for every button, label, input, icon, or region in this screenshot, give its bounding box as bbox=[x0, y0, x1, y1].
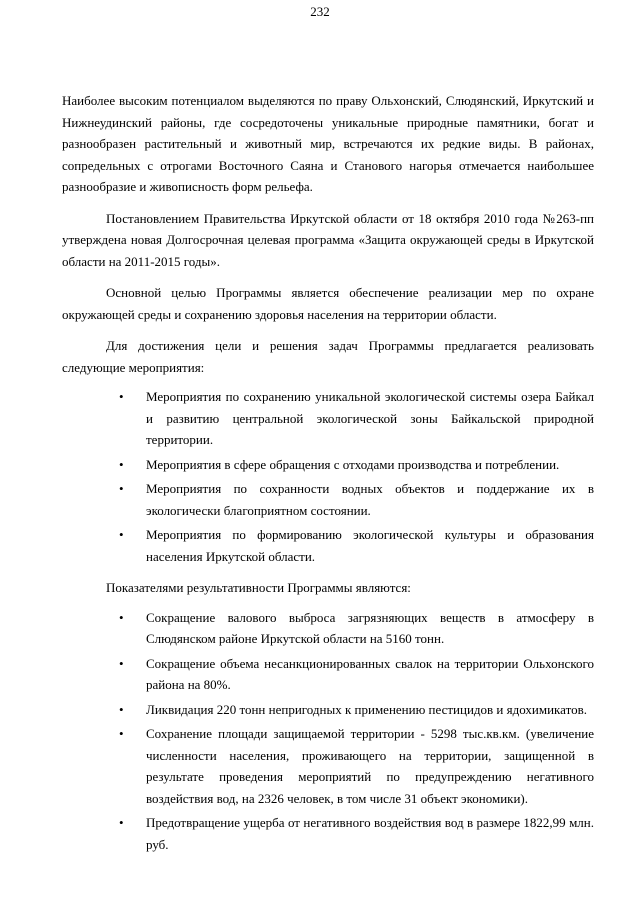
document-body bbox=[62, 90, 594, 865]
list-item bbox=[119, 723, 594, 809]
list-item bbox=[119, 699, 594, 721]
list-item-text: Мероприятия по сохранности водных объектов и поддержание их в экологически благоприятном состоянии. bbox=[146, 481, 594, 518]
page-number: 232 bbox=[310, 4, 330, 19]
list-item-text: Мероприятия по формированию экологической культуры и образования населения Иркутской области. bbox=[146, 527, 594, 564]
bullet-icon: • bbox=[119, 609, 124, 625]
list-item-text: Ликвидация 220 тонн непригодных к применению пестицидов и ядохимикатов. bbox=[146, 701, 587, 717]
list-item bbox=[119, 524, 594, 567]
paragraph-measures-intro: Для достижения цели и решения задач Программы предлагается реализовать следующие мероприятия: bbox=[62, 338, 594, 375]
bullet-icon: • bbox=[119, 527, 124, 542]
bullet-icon: • bbox=[119, 701, 124, 717]
bullet-icon: • bbox=[119, 655, 124, 671]
paragraph-program-goal: Основной целью Программы является обеспечение реализации мер по охране окружающей среды и сохранению здоровья населения на территории области. bbox=[62, 285, 594, 322]
bullet-icon: • bbox=[119, 456, 124, 472]
list-item-text: Сохранение площади защищаемой территории - 5298 тыс.кв.км. (увеличение численности населения, проживающего на территории, защищенной в результате проведения мероприятий по предупреждению негативного воздействия вод, на 2326 человек, в том числе 31 объект экономики). bbox=[146, 726, 594, 806]
list-item-text: Предотвращение ущерба от негативного воздействия вод в размере 1822,99 млн. руб. bbox=[146, 815, 594, 852]
list-item bbox=[119, 812, 594, 855]
list-item bbox=[119, 478, 594, 521]
list-item bbox=[119, 607, 594, 650]
list-item-text: Мероприятия в сфере обращения с отходами производства и потреблении. bbox=[146, 456, 560, 472]
list-item bbox=[119, 454, 594, 476]
measures-list bbox=[62, 386, 594, 567]
list-item bbox=[119, 653, 594, 696]
paragraph-regions: Наиболее высоким потенциалом выделяются по праву Ольхонский, Слюдянский, Иркутский и Нижнеудинский районы, где сосредоточены уникальные природные памятники, богат и разнообразен растительный и животный мир, встречаются их редкие виды. В районах, сопредельных с отрогами Восточного Саяна и Станового нагорья отмечается наибольшее разнообразие и живописность форм рельефа. bbox=[62, 93, 594, 194]
bullet-icon: • bbox=[119, 389, 124, 404]
bullet-icon: • bbox=[119, 726, 124, 741]
indicators-list bbox=[62, 607, 594, 856]
bullet-icon: • bbox=[119, 481, 124, 496]
paragraph-resolution: Постановлением Правительства Иркутской области от 18 октября 2010 года №263-пп утверждена новая Долгосрочная целевая программа «Защита окружающей среды в Иркутской области на 2011-2015 годы». bbox=[62, 210, 594, 269]
list-item-text: Сокращение валового выброса загрязняющих веществ в атмосферу в Слюдянском районе Иркутской области на 5160 тонн. bbox=[146, 609, 594, 646]
bullet-icon: • bbox=[119, 815, 124, 830]
paragraph-indicators-intro: Показателями результативности Программы являются: bbox=[106, 580, 411, 595]
list-item-text: Сокращение объема несанкционированных свалок на территории Ольхонского района на 80%. bbox=[146, 655, 594, 692]
list-item-text: Мероприятия по сохранению уникальной экологической системы озера Байкал и развитию центральной экологической зоны Байкальской природной территории. bbox=[146, 389, 594, 447]
list-item bbox=[119, 386, 594, 451]
